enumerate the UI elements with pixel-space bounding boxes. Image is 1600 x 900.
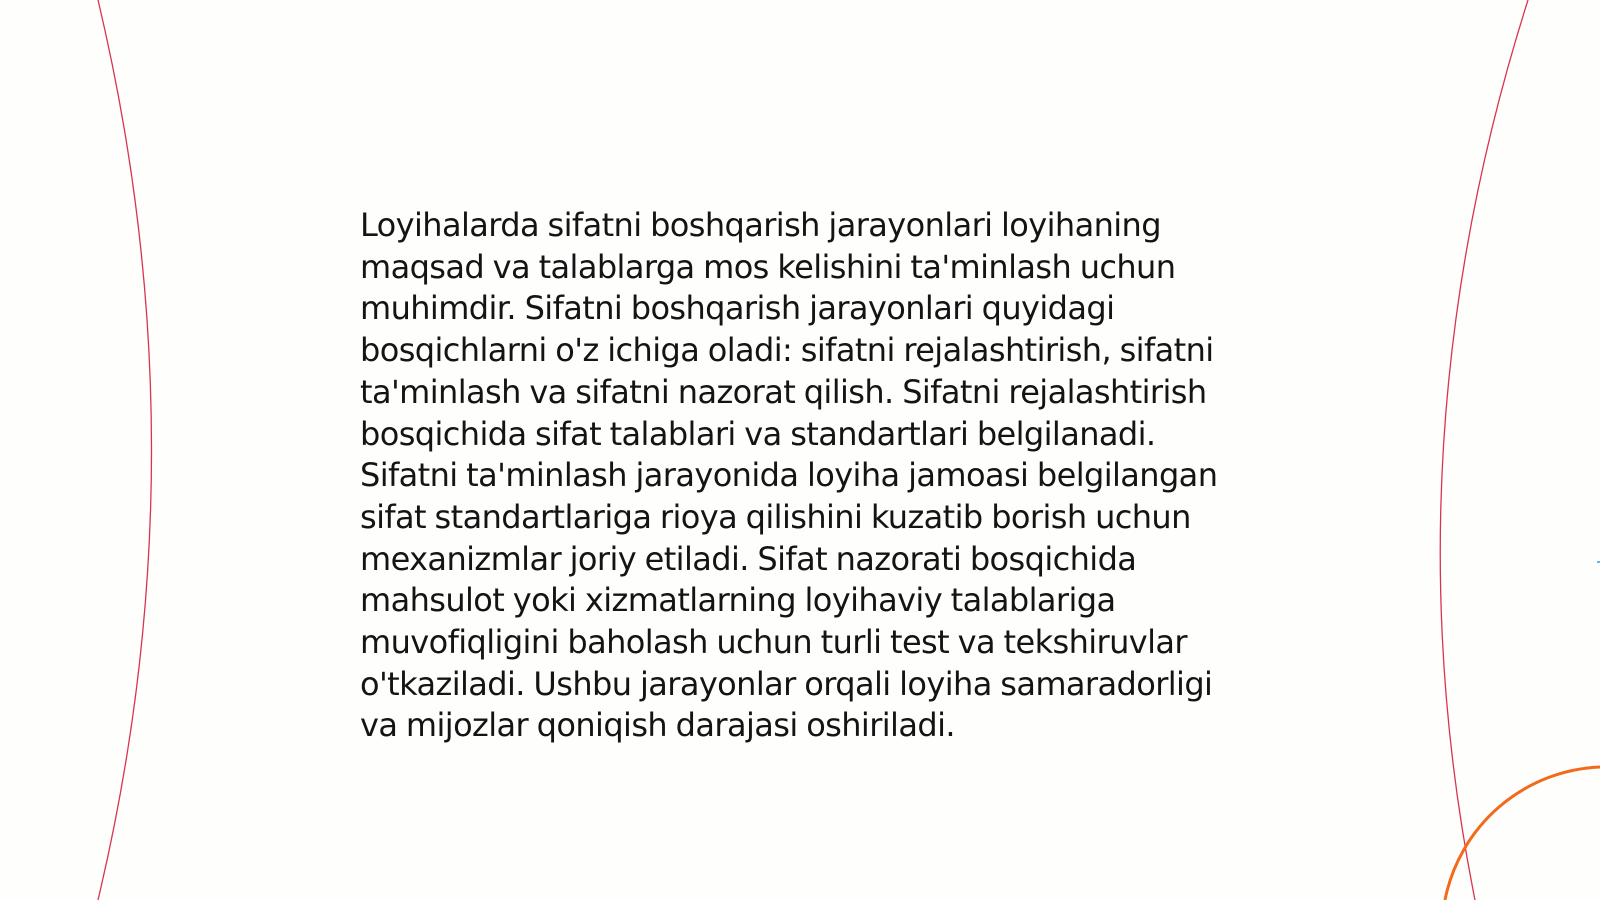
- corner-arc: [1445, 767, 1600, 900]
- left-curve-line: [98, 0, 152, 900]
- body-paragraph: Loyihalarda sifatni boshqarish jarayonlari loyihaning maqsad va talablarga mos kelishini ta'minlash uchun muhimdir. Sifatni boshqarish jarayonlari quyidagi bosqichlarni o'z ichiga oladi: sifatni rejalashtirish, sifatni ta'minlash va sifatni nazorat qilish. Sifatni rejalashtirish bosqichida sifat talablari va standartlari belgilanadi. Sifatni ta'minlash jarayonida loyiha jamoasi belgilangan sifat standartlariga rioya qilishini kuzatib borish uchun mexanizmlar joriy etiladi. Sifat nazorati bosqichida mahsulot yoki xizmatlarning loyihaviy talablariga muvofiqligini baholash uchun turli test va tekshiruvlar o'tkaziladi. Ushbu jarayonlar orqali loyiha samaradorligi va mijozlar qoniqish darajasi oshiriladi.: [360, 206, 1218, 745]
- right-curve-line: [1440, 0, 1528, 900]
